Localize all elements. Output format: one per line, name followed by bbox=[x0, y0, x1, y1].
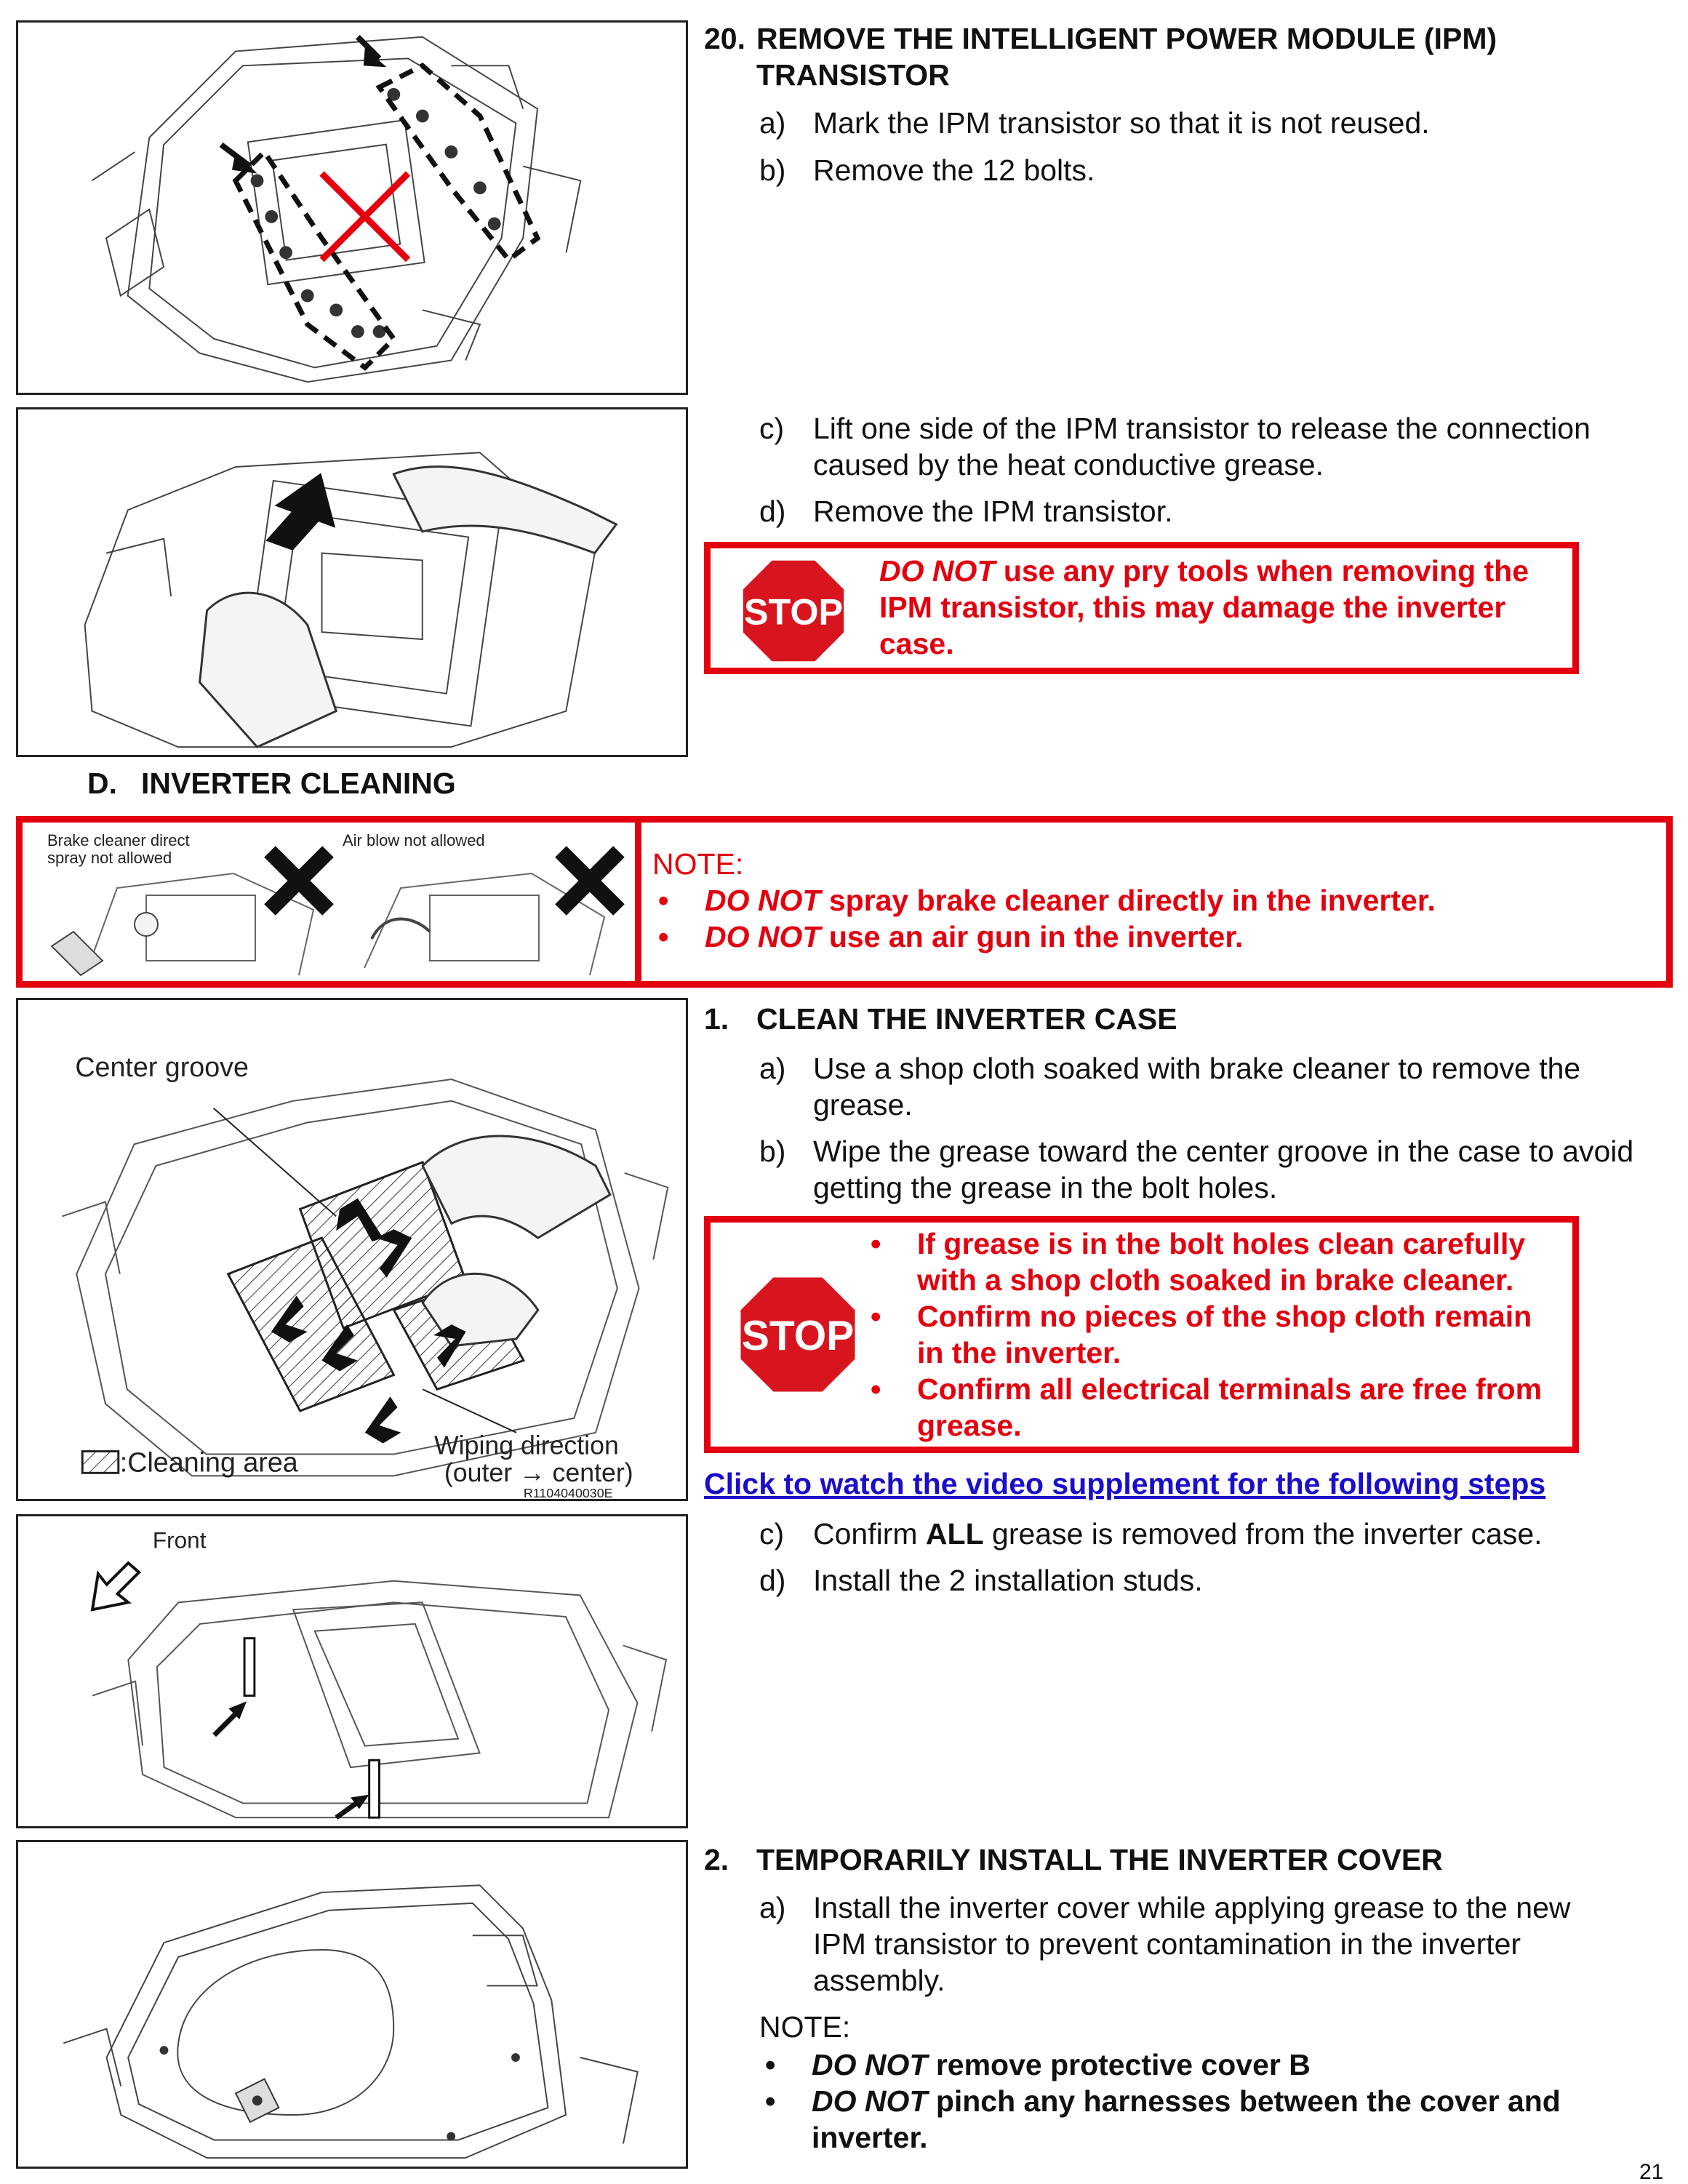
note-list bbox=[652, 882, 1656, 955]
step-2-title: TEMPORARILY INSTALL THE INVERTER COVER bbox=[756, 1843, 1443, 1876]
installation-stud-icon bbox=[369, 1760, 380, 1817]
installation-stud-icon bbox=[244, 1639, 255, 1696]
cleaning-area-label: :Cleaning area bbox=[119, 1447, 298, 1478]
note-emphasis: DO NOT bbox=[705, 920, 821, 953]
sub-text: Remove the 12 bolts. bbox=[813, 153, 1095, 187]
sub-text: Wipe the grease toward the center groove in the case to avoid getting the grease in the bolt holes. bbox=[813, 1135, 1634, 1204]
brake-cleaner-label-line2: spray not allowed bbox=[47, 849, 172, 867]
sub-label: a) bbox=[759, 106, 786, 140]
air-gun-icon bbox=[372, 919, 430, 940]
step-1-sub-a bbox=[759, 1050, 1654, 1123]
note-item-text: pinch any harnesses between the cover and inverter. bbox=[812, 2084, 1561, 2154]
page-number: 21 bbox=[1639, 2160, 1664, 2184]
sub-label: d) bbox=[759, 1564, 786, 1597]
cleaning-area-illustration bbox=[18, 1000, 686, 1499]
sub-label: b) bbox=[759, 1135, 786, 1168]
step-20-title: REMOVE THE INTELLIGENT POWER MODULE (IPM) TRANSISTOR bbox=[756, 22, 1497, 92]
installation-studs-illustration bbox=[18, 1516, 686, 1826]
wipe-arrow bbox=[365, 1396, 401, 1443]
note-emphasis: DO NOT bbox=[812, 2084, 928, 2118]
note-emphasis: DO NOT bbox=[812, 2048, 928, 2081]
cleaning-area-legend-swatch bbox=[82, 1452, 119, 1473]
step-1-heading bbox=[704, 1001, 1649, 1037]
caution-body: use any pry tools when removing the IPM transistor, this may damage the inverter case. bbox=[879, 554, 1529, 660]
caution-item: • If grease is in the bolt holes clean carefully with a shop cloth soaked in brake cleaner. bbox=[865, 1225, 1563, 1298]
sub-text: Use a shop cloth soaked with brake cleaner to remove the grease. bbox=[813, 1052, 1581, 1121]
brake-cleaner-label-line1: Brake cleaner direct bbox=[47, 831, 190, 849]
step-1-title: CLEAN THE INVERTER CASE bbox=[756, 1002, 1177, 1036]
step-2-sub-a bbox=[759, 1889, 1625, 1999]
note-item bbox=[759, 2047, 1654, 2083]
note-item-text: remove protective cover B bbox=[927, 2048, 1311, 2081]
sub-label: b) bbox=[759, 153, 786, 187]
figure-installation-studs bbox=[16, 1514, 688, 1828]
note-title: NOTE: bbox=[652, 847, 744, 881]
figure-inverter-cover bbox=[16, 1840, 688, 2169]
wiping-direction-label: Wiping direction bbox=[434, 1431, 619, 1460]
section-d-label: D. bbox=[87, 767, 117, 800]
step-20-heading bbox=[704, 20, 1649, 93]
note-item-text: use an air gun in the inverter. bbox=[820, 920, 1244, 953]
stop-sign-icon bbox=[737, 1273, 859, 1396]
lift-ipm-illustration bbox=[18, 409, 686, 755]
sub-label: c) bbox=[759, 412, 785, 445]
step-1-number: 1. bbox=[704, 1002, 729, 1036]
sub-text-emphasis: ALL bbox=[925, 1517, 984, 1551]
note-item bbox=[652, 882, 1656, 919]
caution-item: • Confirm all electrical terminals are free from grease. bbox=[865, 1371, 1563, 1444]
note-item bbox=[652, 919, 1656, 955]
step-2-note-list bbox=[759, 2047, 1654, 2156]
sub-label: d) bbox=[759, 495, 786, 528]
video-supplement-link[interactable]: Click to watch the video supplement for the following steps bbox=[704, 1467, 1546, 1500]
sub-label: a) bbox=[759, 1891, 786, 1924]
step-2-note-title: NOTE: bbox=[759, 2010, 851, 2044]
stop-sign-label: STOP bbox=[741, 1313, 855, 1359]
sub-text-before: Confirm bbox=[813, 1517, 926, 1551]
prohibited-actions-illustration bbox=[23, 823, 635, 981]
caution-item: • Confirm no pieces of the shop cloth remain in the inverter. bbox=[865, 1298, 1563, 1371]
inverter-note-box bbox=[16, 816, 1673, 988]
step-20-sub-a bbox=[759, 105, 1647, 141]
caution-emphasis: DO NOT bbox=[879, 554, 996, 588]
stop-caution-list bbox=[865, 1225, 1563, 1444]
sub-text-after: grease is removed from the inverter case. bbox=[983, 1517, 1543, 1551]
step-1-sub-b bbox=[759, 1133, 1654, 1206]
spray-can-icon bbox=[52, 932, 103, 975]
ipm-bolts-illustration bbox=[18, 23, 686, 393]
front-direction-icon bbox=[92, 1563, 139, 1609]
center-groove-label: Center groove bbox=[75, 1052, 249, 1083]
sub-text: Install the 2 installation studs. bbox=[813, 1564, 1203, 1597]
step-20-number: 20. bbox=[704, 22, 745, 55]
sub-text bbox=[813, 1516, 1654, 1552]
inverter-cover-illustration bbox=[18, 1842, 686, 2167]
stop-caution-text bbox=[879, 553, 1534, 662]
step-20-sub-c bbox=[759, 410, 1654, 483]
note-text bbox=[652, 846, 1656, 955]
section-d-heading bbox=[87, 765, 669, 801]
figure-lift-ipm bbox=[16, 407, 688, 757]
figure-cleaning-area bbox=[16, 998, 688, 1501]
section-d-title: INVERTER CLEANING bbox=[141, 767, 456, 800]
sub-label: a) bbox=[759, 1052, 786, 1085]
prohibited-x-icon bbox=[270, 852, 328, 910]
stop-sign-icon bbox=[740, 557, 847, 665]
step-1-sub-c bbox=[759, 1516, 1654, 1552]
air-blow-label: Air blow not allowed bbox=[343, 831, 485, 849]
note-item-text: spray brake cleaner directly in the inverter. bbox=[820, 884, 1436, 917]
step-20-sub-b bbox=[759, 152, 1647, 188]
step-1-sub-d bbox=[759, 1562, 1654, 1599]
sub-text: Install the inverter cover while applying grease to the new IPM transistor to prevent contamination in the inverter assembly. bbox=[813, 1891, 1571, 1997]
step-2-number: 2. bbox=[704, 1843, 729, 1876]
stop-caution-box-2 bbox=[704, 1216, 1579, 1453]
figure-ipm-bolts bbox=[16, 20, 688, 395]
figure-ref-code: R1104040030E bbox=[523, 1486, 613, 1499]
sub-label: c) bbox=[759, 1517, 785, 1551]
prohibited-x-icon bbox=[561, 852, 619, 910]
sub-text: Remove the IPM transistor. bbox=[813, 495, 1173, 528]
wiping-direction-sub-label: (outer → center) bbox=[444, 1458, 633, 1488]
step-20-sub-d bbox=[759, 493, 1647, 529]
stop-caution-box-1 bbox=[704, 542, 1579, 674]
step-2-heading bbox=[704, 1841, 1649, 1878]
front-label: Front bbox=[152, 1527, 207, 1553]
sub-text: Lift one side of the IPM transistor to release the connection caused by the heat conductive grease. bbox=[813, 412, 1591, 481]
note-item bbox=[759, 2083, 1654, 2156]
stop-sign-label: STOP bbox=[743, 591, 844, 633]
sub-text: Mark the IPM transistor so that it is not reused. bbox=[813, 106, 1430, 140]
note-emphasis: DO NOT bbox=[705, 884, 821, 917]
note-figures bbox=[23, 823, 641, 981]
